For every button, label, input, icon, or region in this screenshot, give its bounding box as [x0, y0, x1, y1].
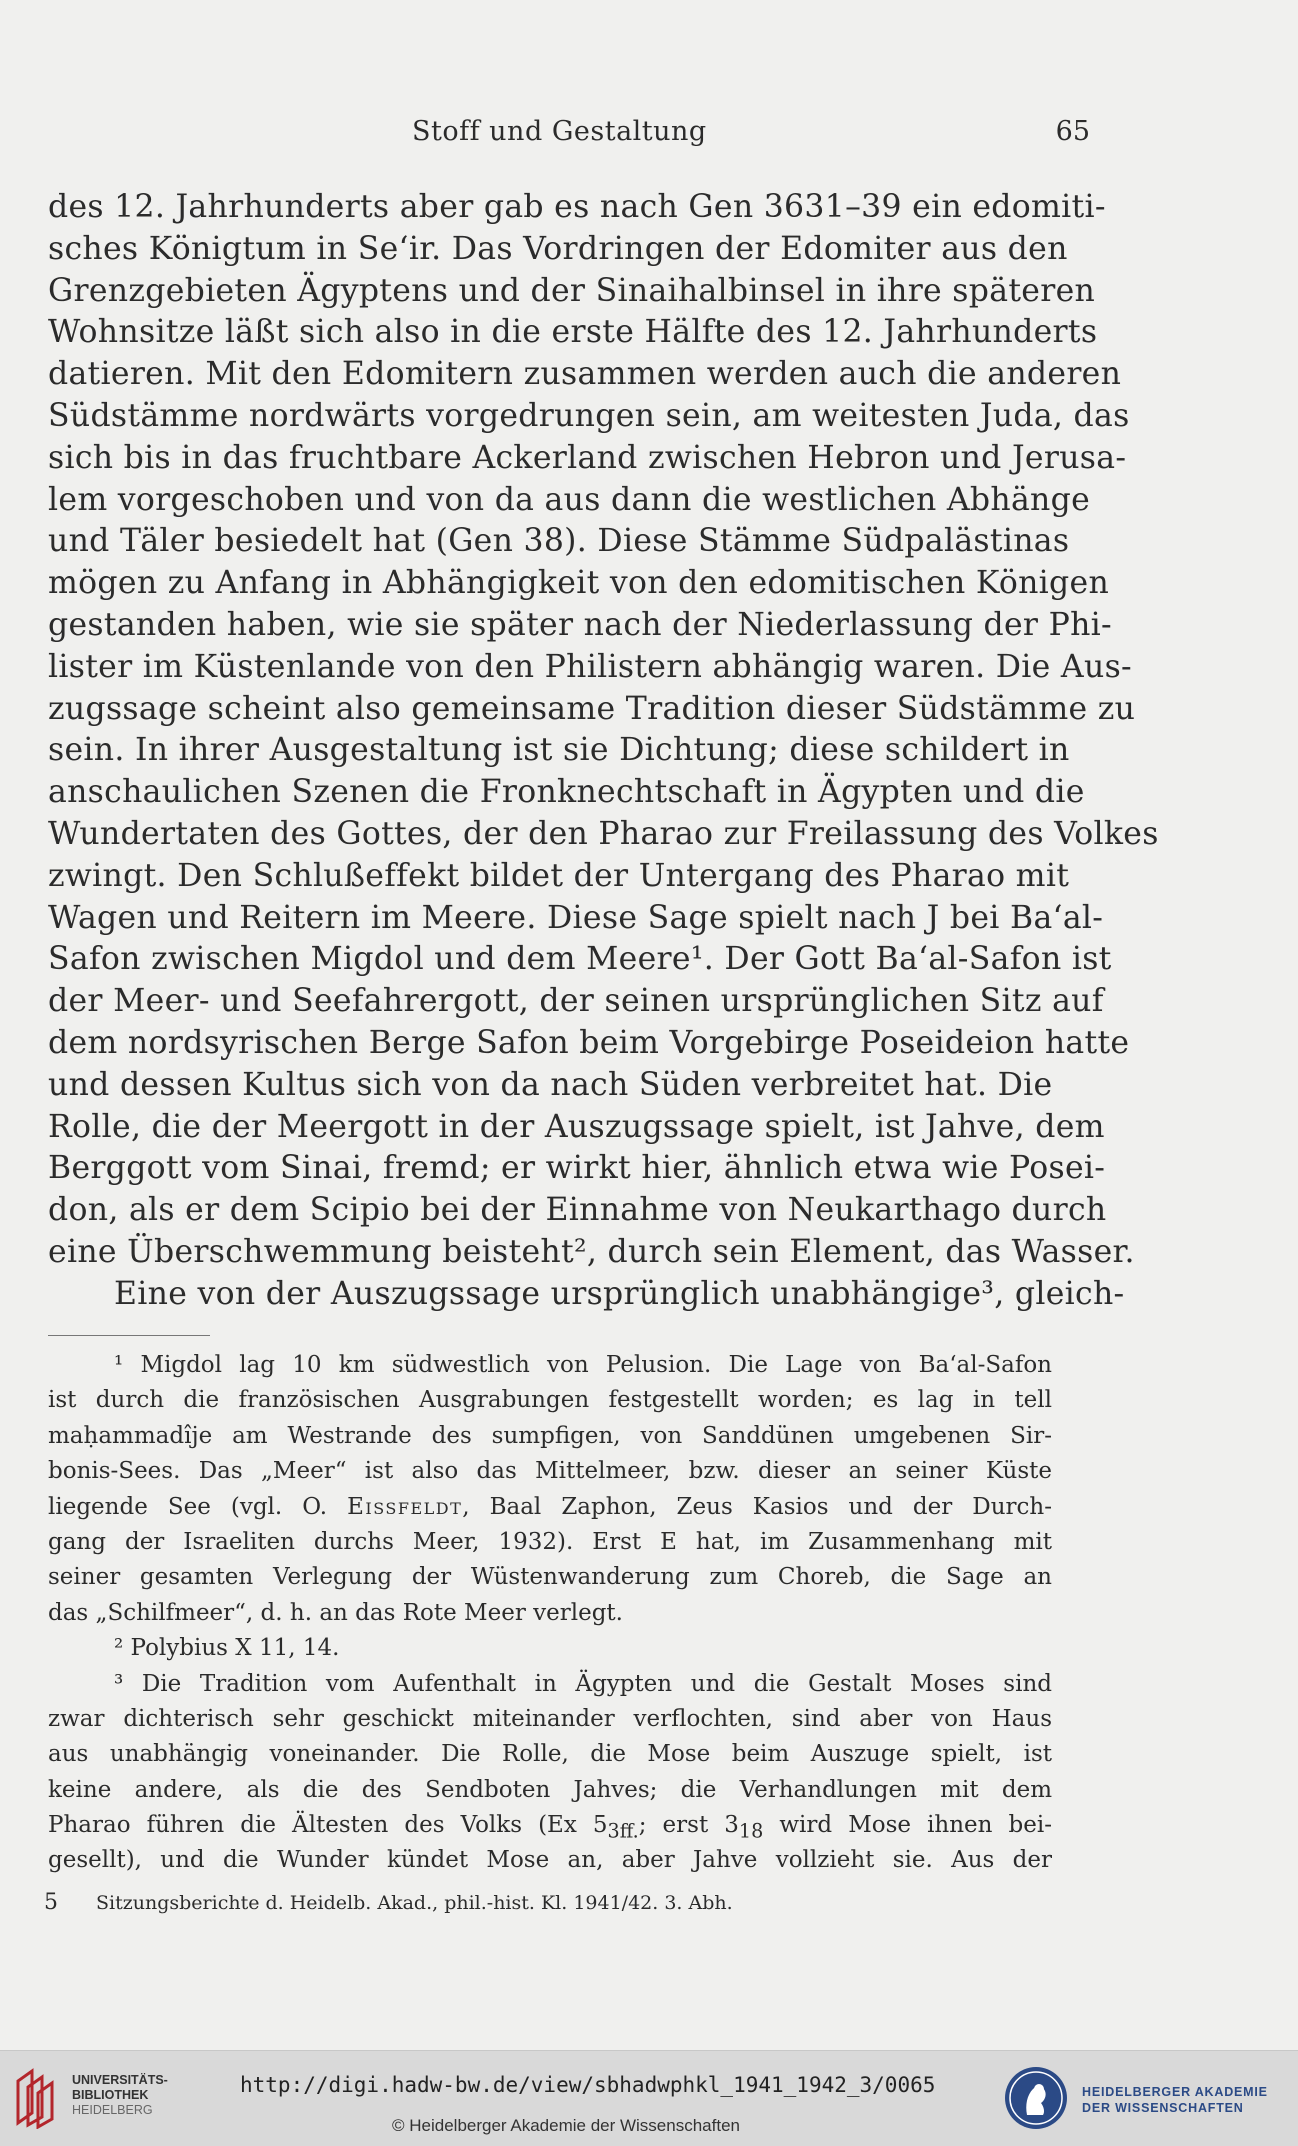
footnote-line: ist durch die französischen Ausgrabungen festgestellt worden; es lag in tell: [48, 1387, 1052, 1414]
body-line: eine Überschwemmung beisteht², durch sein Element, das Wasser.: [48, 1233, 1135, 1270]
footnote-line: gang der Israeliten durchs Meer, 1932). Erst E hat, im Zusammenhang mit: [48, 1528, 1052, 1555]
body-line: gestanden haben, wie sie später nach der Niederlassung der Phi-: [48, 606, 1112, 643]
body-line: Südstämme nordwärts vorgedrungen sein, am weitesten Juda, das: [48, 397, 1130, 434]
body-line: sches Königtum in Se‘ir. Das Vordringen der Edomiter aus den: [48, 230, 1068, 267]
page-number: 65: [1055, 116, 1090, 147]
permalink-url[interactable]: http://digi.hadw-bw.de/view/sbhadwphkl_1941_1942_3/0065: [240, 2073, 936, 2097]
signature-text: Sitzungsberichte d. Heidelb. Akad., phil.-hist. Kl. 1941/42. 3. Abh.: [96, 1892, 733, 1914]
footnote-rule: [48, 1335, 210, 1336]
body-line: Grenzgebieten Ägyptens und der Sinaihalbinsel in ihre späteren: [48, 272, 1096, 309]
body-line: sein. In ihrer Ausgestaltung ist sie Dichtung; diese schildert in: [48, 732, 1070, 769]
ub-logo-text[interactable]: UNIVERSITÄTS- BIBLIOTHEK HEIDELBERG: [72, 2073, 168, 2117]
ub-logo-icon[interactable]: [12, 2067, 62, 2129]
running-head-title: Stoff und Gestaltung: [412, 116, 707, 147]
footnote-line: das „Schilfmeer“, d. h. an das Rote Meer verlegt.: [48, 1599, 623, 1626]
running-head: [0, 116, 1298, 150]
body-line: mögen zu Anfang in Abhängigkeit von den edomitischen Königen: [48, 565, 1110, 602]
footnote-line: maḥammadîje am Westrande des sumpfigen, von Sanddünen umgebenen Sir-: [48, 1422, 1052, 1449]
footnote-line: aus unabhängig voneinander. Die Rolle, die Mose beim Auszuge spielt, ist: [48, 1741, 1052, 1768]
body-line: zwingt. Den Schlußeffekt bildet der Untergang des Pharao mit: [48, 857, 1070, 894]
hadw-seal-icon[interactable]: [1003, 2065, 1069, 2131]
body-line: und Täler besiedelt hat (Gen 38). Diese Stämme Südpalästinas: [48, 523, 1070, 560]
footnote-line: seiner gesamten Verlegung der Wüstenwanderung zum Choreb, die Sage an: [48, 1564, 1052, 1591]
copyright-text: © Heidelberger Akademie der Wissenschaften: [392, 2116, 740, 2135]
body-line: und dessen Kultus sich von da nach Süden verbreitet hat. Die: [48, 1066, 1053, 1103]
body-line: Berggott vom Sinai, fremd; er wirkt hier, ähnlich etwa wie Posei-: [48, 1150, 1106, 1187]
footnote-line: bonis-Sees. Das „Meer“ ist also das Mittelmeer, bzw. dieser an seiner Küste: [48, 1458, 1052, 1485]
body-line: des 12. Jahrhunderts aber gab es nach Gen 3631–39 ein edomiti-: [48, 189, 1106, 225]
body-line: dem nordsyrischen Berge Safon beim Vorgebirge Poseideion hatte: [48, 1024, 1130, 1061]
footnote-line: ¹ Migdol lag 10 km südwestlich von Pelusion. Die Lage von Ba‘al-Safon: [114, 1352, 1052, 1378]
author-name: Eissfeldt: [347, 1493, 463, 1520]
viewer-footer: [0, 2050, 1298, 2146]
footnote-line: liegende See (vgl. O. Eissfeldt, Baal Zaphon, Zeus Kasios und der Durch-: [48, 1493, 1052, 1520]
footnotes: [48, 1348, 1052, 1879]
footnote-2: ² Polybius X 11, 14.: [114, 1635, 340, 1662]
footnote-line: Pharao führen die Ältesten des Volks (Ex $5_{3ff.}$; erst $3_{18}$ wird Mose ihnen bei-: [48, 1812, 1053, 1843]
footnote-line: gesellt), und die Wunder kündet Mose an, aber Jahve vollzieht sie. Aus der: [48, 1847, 1052, 1874]
footnote-line: zwar dichterisch sehr geschickt miteinander verflochten, sind aber von Haus: [48, 1705, 1052, 1732]
body-line: lister im Küstenlande von den Philistern abhängig waren. Die Aus-: [48, 648, 1132, 685]
body-line: Wagen und Reitern im Meere. Diese Sage spielt nach J bei Ba‘al-: [48, 899, 1104, 936]
body-line: zugssage scheint also gemeinsame Tradition dieser Südstämme zu: [48, 690, 1136, 727]
body-line: Wohnsitze läßt sich also in die erste Hälfte des 12. Jahrhunderts: [48, 314, 1098, 351]
body-line: datieren. Mit den Edomitern zusammen werden auch die anderen: [48, 356, 1122, 393]
body-line: Rolle, die der Meergott in der Auszugssage spielt, ist Jahve, dem: [48, 1108, 1105, 1145]
signature-number: 5: [44, 1890, 58, 1915]
body-line: sich bis in das fruchtbare Ackerland zwischen Hebron und Jerusa-: [48, 439, 1127, 476]
body-line: don, als er dem Scipio bei der Einnahme von Neukarthago durch: [48, 1192, 1107, 1229]
body-line: Eine von der Auszugssage ursprünglich unabhängige³, gleich-: [114, 1275, 1125, 1312]
body-line: Safon zwischen Migdol und dem Meere¹. Der Gott Ba‘al-Safon ist: [48, 941, 1112, 978]
footnote-line: ³ Die Tradition vom Aufenthalt in Ägypten und die Gestalt Moses sind: [114, 1670, 1052, 1697]
body-line: anschaulichen Szenen die Fronknechtschaft in Ägypten und die: [48, 774, 1085, 811]
body-line: Wundertaten des Gottes, der den Pharao zur Freilassung des Volkes: [48, 815, 1159, 852]
body-line: lem vorgeschoben und von da aus dann die westlichen Abhänge: [48, 481, 1091, 518]
hadw-logo-text[interactable]: HEIDELBERGER AKADEMIE DER WISSENSCHAFTEN: [1082, 2085, 1268, 2115]
body-line: der Meer- und Seefahrergott, der seinen ursprünglichen Sitz auf: [48, 983, 1104, 1020]
signature-line: [44, 1890, 733, 1915]
body-text: [48, 187, 1159, 1316]
footnote-line: keine andere, als die des Sendboten Jahves; die Verhandlungen mit dem: [48, 1776, 1052, 1803]
